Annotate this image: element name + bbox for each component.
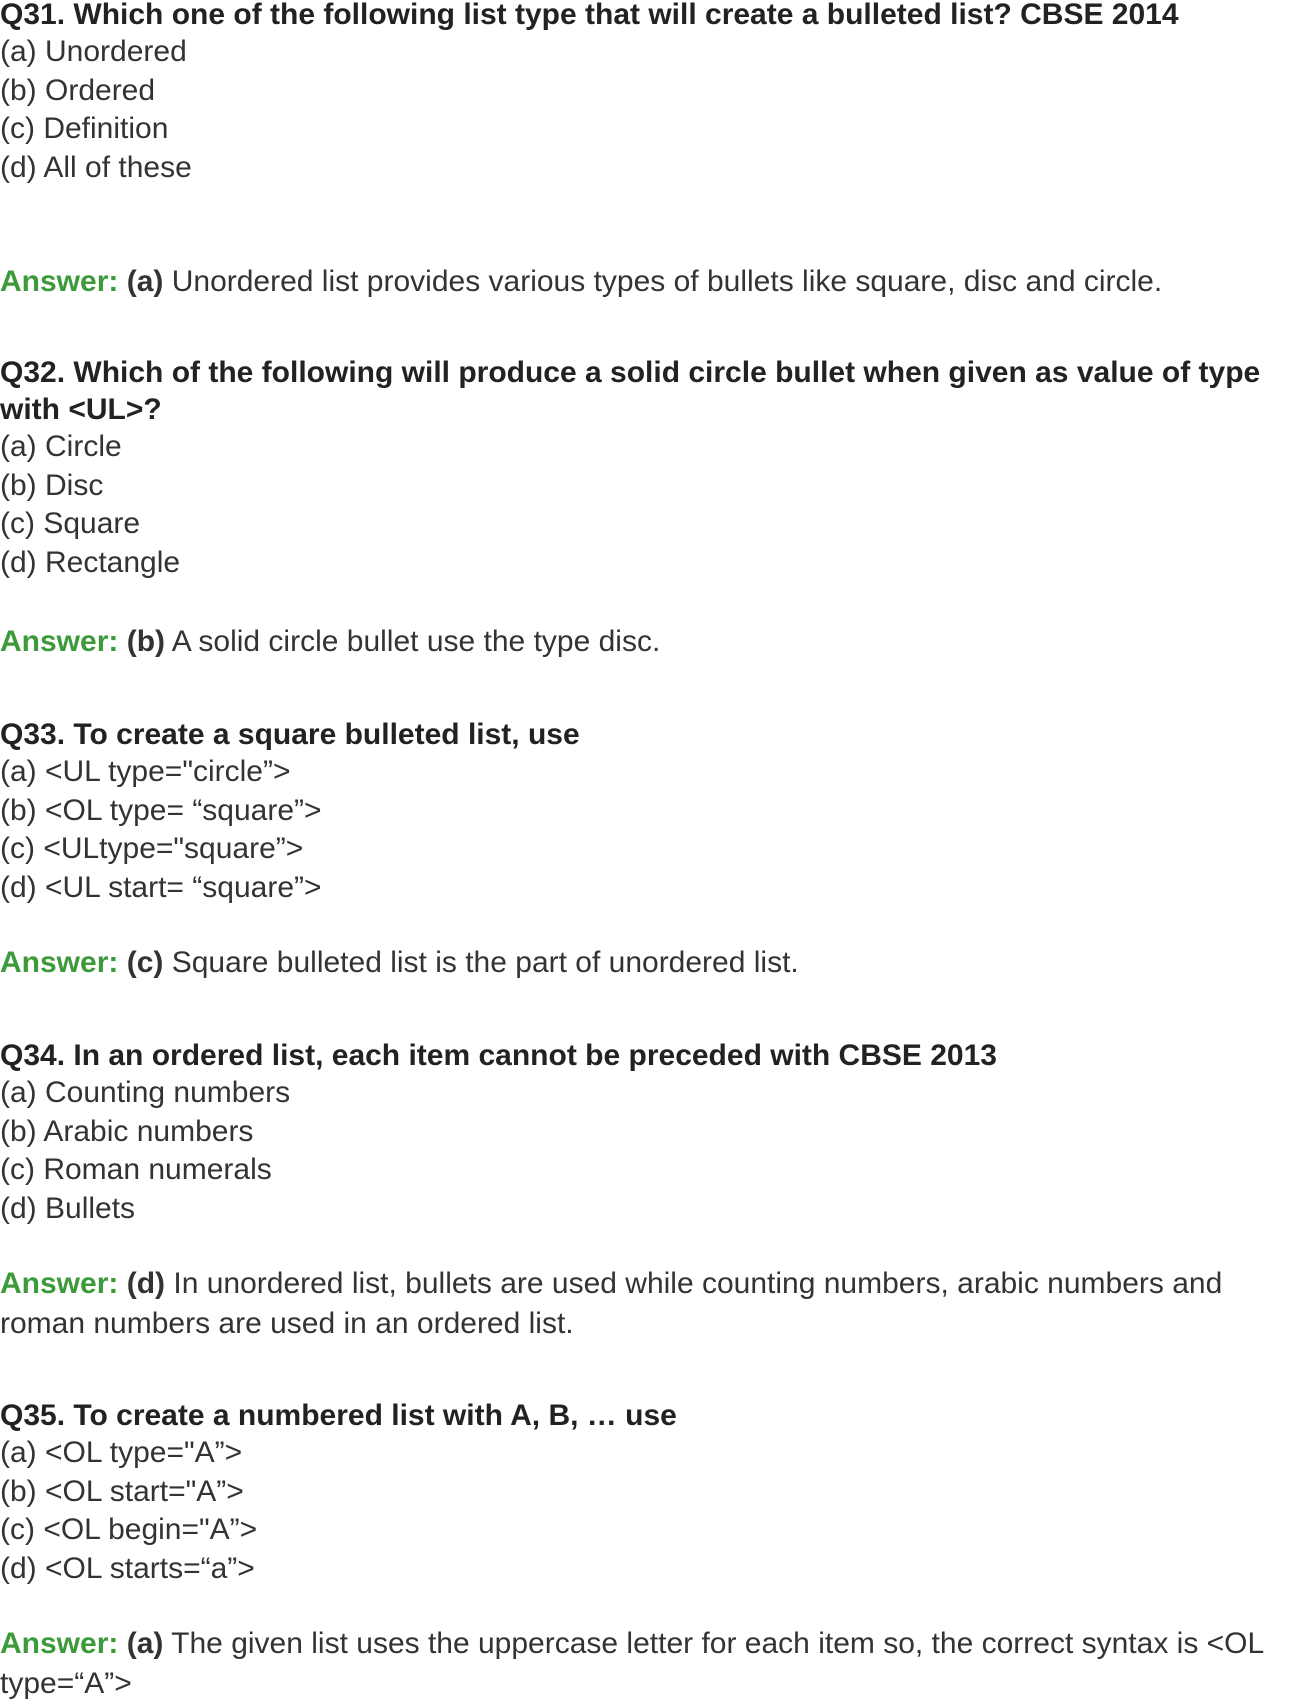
answer-label: Answer: [0,265,119,298]
option-c: (c) Definition [0,112,169,145]
question-title: Q33. To create a square bulleted list, use [0,718,580,751]
option-b: (b) Arabic numbers [0,1114,254,1148]
question-block-q31 [0,0,1290,187]
answer-q31 [0,262,1290,302]
question-title: Q32. Which of the following will produce a solid circle bullet when given as value of type with <UL>? [0,356,1261,426]
option-b: (b) Disc [0,468,104,502]
option-a: (a) Counting numbers [0,1076,291,1109]
question-title: Q35. To create a numbered list with A, B, … use [0,1399,677,1432]
answer-text: In unordered list, bullets are used while counting numbers, arabic numbers and roman numbers are used in an ordered list. [0,1267,1223,1340]
option-c: (c) <OL begin="A”> [0,1513,258,1546]
answer-text: A solid circle bullet use the type disc. [171,625,661,658]
option-d: (d) <UL start= “square”> [0,870,322,904]
option-a: (a) <OL type="A”> [0,1436,243,1469]
option-d: (d) Bullets [0,1191,136,1225]
question-block-q33 [0,716,1290,907]
answer-q34 [0,1264,1290,1344]
answer-key: (a) [126,265,164,298]
answer-label: Answer: [0,1627,119,1660]
answer-key: (c) [126,946,164,979]
question-block-q32 [0,354,1290,582]
option-b: (b) <OL type= “square”> [0,793,322,827]
answer-key: (d) [126,1267,166,1300]
option-d: (d) All of these [0,150,192,184]
question-title: Q34. In an ordered list, each item cannot be preceded with CBSE 2013 [0,1039,997,1072]
answer-label: Answer: [0,1267,119,1300]
answer-label: Answer: [0,625,119,658]
option-a: (a) <UL type="circle”> [0,755,291,788]
answer-q33 [0,943,1290,983]
answer-key: (a) [126,1627,164,1660]
option-b: (b) Ordered [0,73,156,107]
question-block-q35 [0,1397,1290,1588]
answer-q35 [0,1624,1290,1704]
answer-key: (b) [126,625,166,658]
option-c: (c) Square [0,507,141,540]
question-title: Q31. Which one of the following list type that will create a bulleted list? CBSE 2014 [0,0,1179,31]
option-d: (d) Rectangle [0,545,181,579]
option-c: (c) Roman numerals [0,1153,272,1186]
option-a: (a) Unordered [0,35,187,68]
question-block-q34 [0,1037,1290,1228]
answer-text: Unordered list provides various types of bullets like square, disc and circle. [171,265,1163,298]
answer-text: The given list uses the uppercase letter for each item so, the correct syntax is <OL type=“A”> [0,1627,1264,1700]
option-a: (a) Circle [0,430,122,463]
answer-q32 [0,622,1290,662]
answer-text: Square bulleted list is the part of unordered list. [171,946,799,979]
option-c: (c) <ULtype="square”> [0,832,304,865]
option-d: (d) <OL starts=“a”> [0,1551,255,1585]
answer-label: Answer: [0,946,119,979]
option-b: (b) <OL start="A”> [0,1474,244,1508]
